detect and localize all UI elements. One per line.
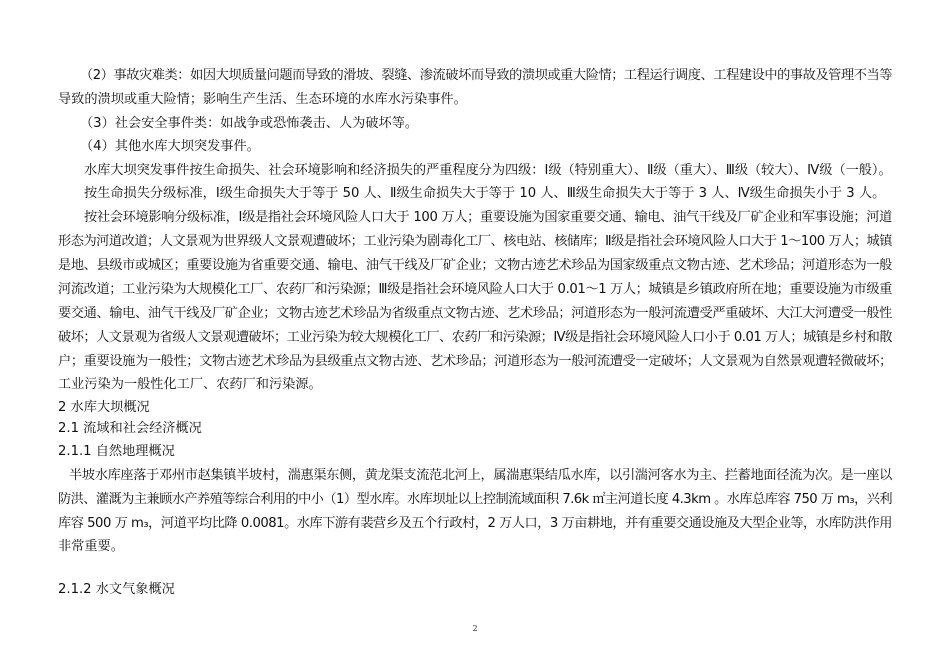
section-heading-2: 2 水库大坝概况 [58, 400, 150, 415]
para-social-impact-line-7: 户；重要设施为一般性；文物古迹艺术珍品为县级重点文物古迹、艺术珍品；河道形态为一般河流遭受一定破坏；人文景观为自然景观遭轻微破坏； [58, 354, 892, 369]
para-other-events: （4）其他水库大坝突发事件。 [80, 139, 260, 154]
para-geography-line-4: 非常重要。 [58, 539, 124, 554]
para-accident-line-2: 导致的溃坝或重大险情；影响生产生活、生态环境的水库水污染事件。 [58, 92, 467, 107]
para-life-loss-standard: 按生命损失分级标准，Ⅰ级生命损失大于等于 50 人、Ⅱ级生命损失大于等于 10 人、Ⅲ级生命损失大于等于 3 人、Ⅳ级生命损失小于 3 人。 [84, 186, 886, 201]
para-social-impact-line-4: 河流改道；工业污染为大规模化工厂、农药厂和污染源；Ⅲ级是指社会环境风险人口大于 0.01～1 万人；城镇是乡镇政府所在地；重要设施为市级重 [58, 282, 892, 297]
para-geography-line-2: 防洪、灌溉为主兼顾水产养殖等综合利用的中小（1）型水库。水库坝址以上控制流域面积 7.6k ㎡主河道长度 4.3km 。水库总库容 750 万 m₃，兴利 [58, 492, 892, 507]
para-geography-line-3: 库容 500 万 m₃，河道平均比降 0.0081。水库下游有裴营乡及五个行政村，2 万人口，3 万亩耕地，并有重要交通设施及大型企业等，水库防洪作用 [58, 516, 892, 531]
para-severity-levels: 水库大坝突发事件按生命损失、社会环境影响和经济损失的严重程度分为四级：Ⅰ级（特别重大）、Ⅱ级（重大）、Ⅲ级（较大）、Ⅳ级（一般）。 [84, 163, 892, 178]
section-heading-2-1: 2.1 流域和社会经济概况 [58, 421, 202, 436]
para-social-impact-line-2: 形态为河道改道；人文景观为世界级人文景观遭破坏；工业污染为剧毒化工厂、核电站、核储库；Ⅱ级是指社会环境风险人口大于 1～100 万人；城镇 [58, 234, 892, 249]
section-heading-2-1-1: 2.1.1 自然地理概况 [58, 444, 175, 459]
section-heading-2-1-2: 2.1.2 水文气象概况 [58, 582, 175, 597]
page-number: 2 [472, 624, 478, 633]
para-social-impact-line-6: 破坏；人文景观为省级人文景观遭破坏；工业污染为较大规模化工厂、农药厂和污染源；Ⅳ级是指社会环境风险人口小于 0.01 万人；城镇是乡村和散 [58, 330, 892, 345]
para-geography-line-1: 半坡水库座落于邓州市赵集镇半坡村，湍惠渠东侧，黄龙渠支流范北河上，属湍惠渠结瓜水库，以引湍河客水为主、拦蓄地面径流为次。是一座以 [69, 468, 892, 483]
para-social-impact-line-8: 工业污染为一般性化工厂、农药厂和污染源。 [58, 377, 322, 392]
para-social-impact-line-1: 按社会环境影响分级标准，Ⅰ级是指社会环境风险人口大于 100 万人；重要设施为国家重要交通、输电、油气干线及厂矿企业和军事设施；河道 [84, 210, 892, 225]
para-social-impact-line-3: 是地、县级市或城区；重要设施为省重要交通、输电、油气干线及厂矿企业；文物古迹艺术珍品为国家级重点文物古迹、艺术珍品；河道形态为一般 [58, 258, 892, 273]
para-accident-line-1: （2）事故灾难类：如因大坝质量问题而导致的滑坡、裂缝、渗流破坏而导致的溃坝或重大险情；工程运行调度、工程建设中的事故及管理不当等 [80, 68, 892, 83]
para-social-impact-line-5: 要交通、输电、油气干线及厂矿企业；文物古迹艺术珍品为省级重点文物古迹、艺术珍品；河道形态为一般河流遭受严重破坏、大江大河遭受一般性 [58, 306, 892, 321]
para-social-security: （3）社会安全事件类：如战争或恐怖袭击、人为破坏等。 [80, 116, 419, 131]
